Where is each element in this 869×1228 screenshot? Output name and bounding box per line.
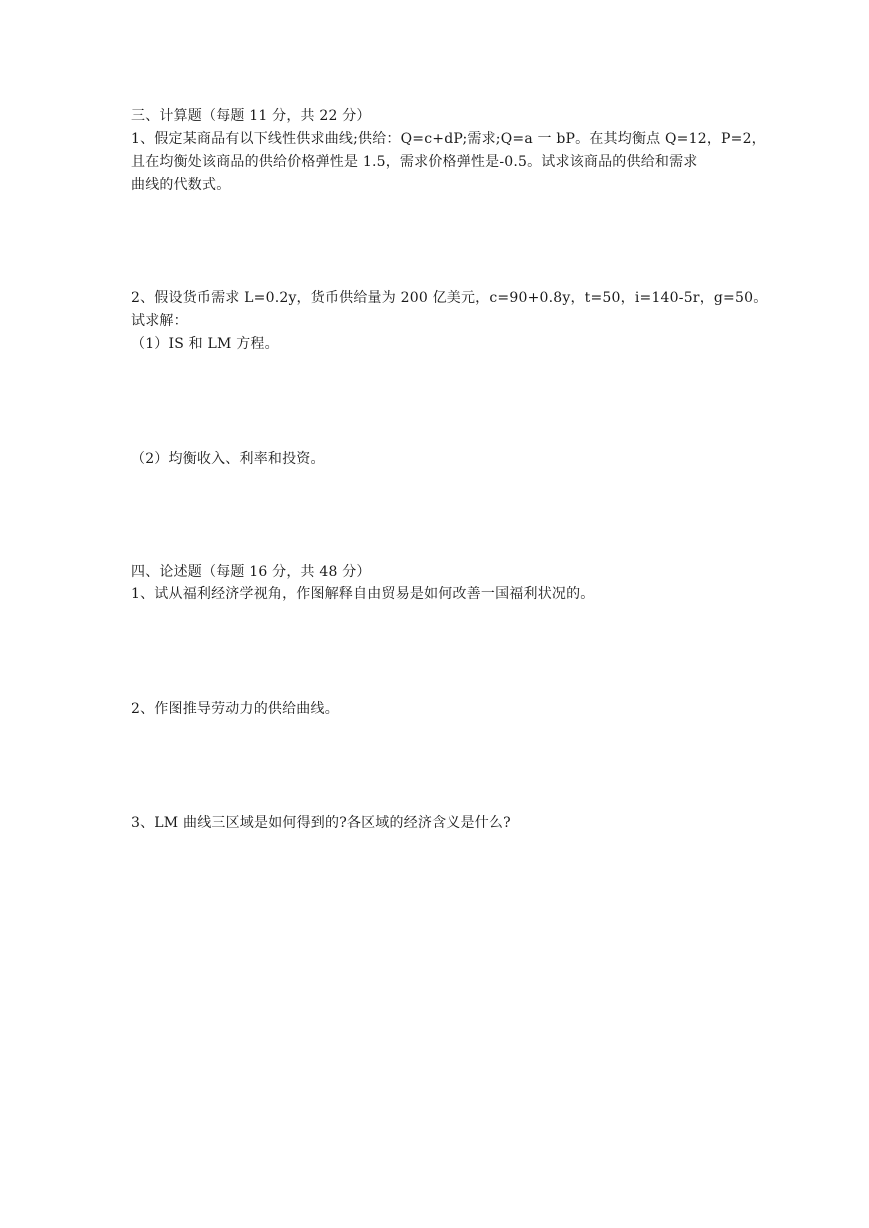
question-4-1: 1、试从福利经济学视角，作图解释自由贸易是如何改善一国福利状况的。	[131, 586, 595, 602]
question-3-2-line-1: 2、假设货币需求 L=0.2y，货币供给量为 200 亿美元，c=90+0.8y，t=50，i=140-5r，g=50。	[131, 290, 768, 306]
question-4-2: 2、作图推导劳动力的供给曲线。	[131, 701, 339, 717]
question-3-1-line-1: 1、假定某商品有以下线性供求曲线;供给：Q=c+dP;需求;Q=a 一 bP。在其均衡点 Q=12，P=2，	[131, 131, 766, 147]
question-4-3: 3、LM 曲线三区域是如何得到的?各区域的经济含义是什么?	[131, 815, 511, 831]
section-4-heading: 四、论述题（每题 16 分，共 48 分）	[131, 564, 371, 580]
section-3-heading: 三、计算题（每题 11 分，共 22 分）	[131, 108, 371, 124]
question-3-1-line-3: 曲线的代数式。	[131, 177, 231, 193]
question-3-2-part-2: （2）均衡收入、利率和投资。	[131, 451, 325, 467]
question-3-2-line-2: 试求解：	[131, 313, 188, 329]
question-3-1-line-2: 且在均衡处该商品的供给价格弹性是 1.5，需求价格弹性是-0.5。试求该商品的供给和需求	[131, 154, 698, 170]
question-3-2-part-1: （1）IS 和 LM 方程。	[131, 336, 279, 352]
